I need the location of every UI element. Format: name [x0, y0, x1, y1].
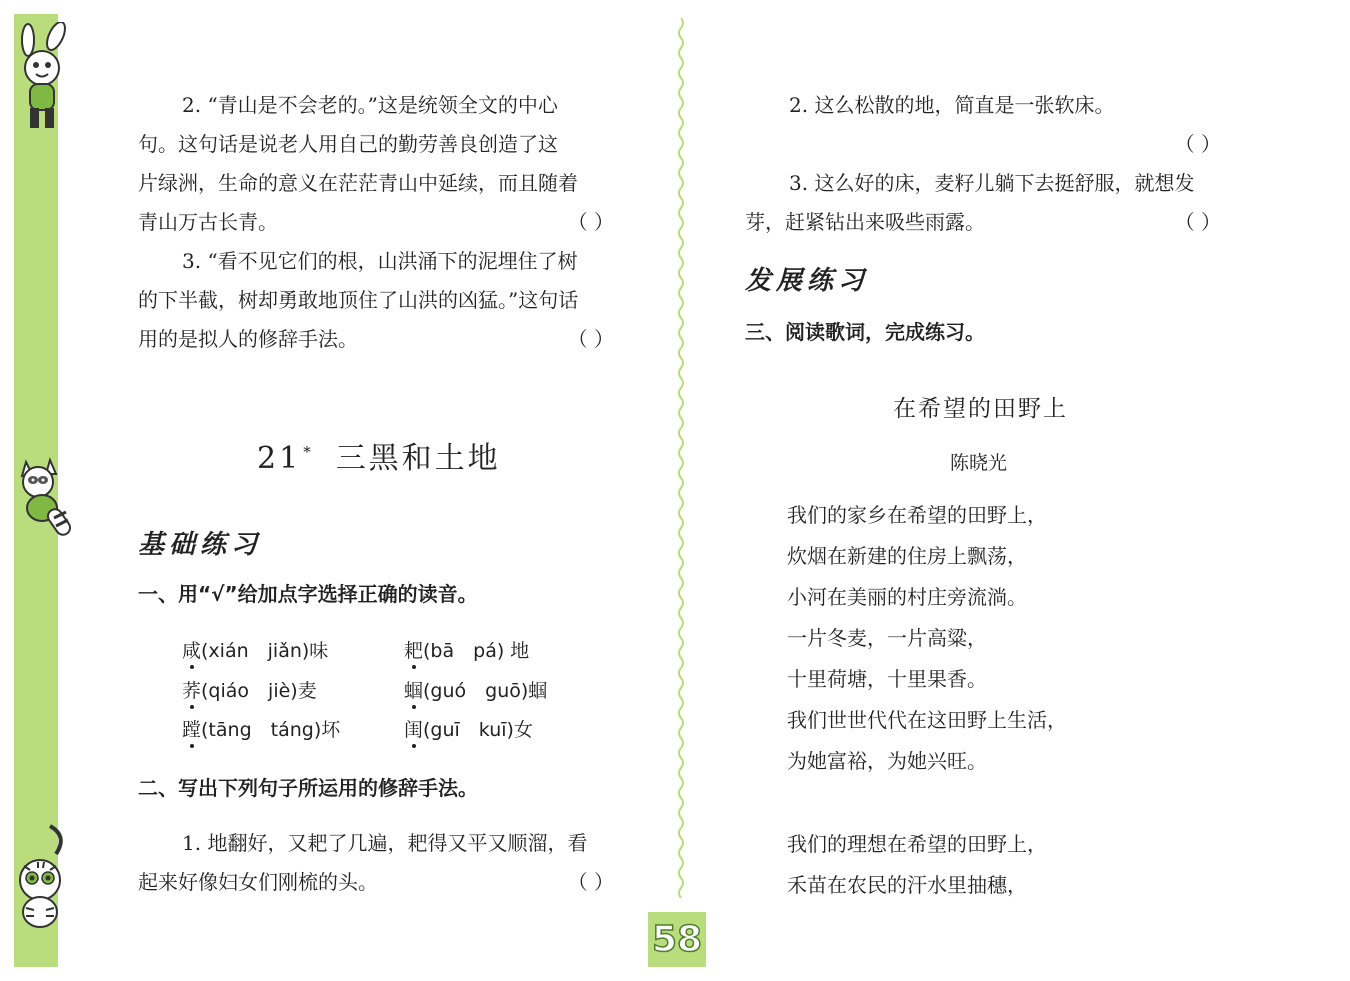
section-basic-heading: 基础练习: [138, 530, 263, 560]
answer-blank[interactable]: （ ）: [567, 870, 614, 894]
q3-line-3: 用的是拟人的修辞手法。 （ ）: [138, 320, 618, 359]
tiger-mascot-icon: [10, 822, 76, 934]
q2-heading: 二、写出下列句子所运用的修辞手法。: [138, 776, 478, 800]
section-dev-heading: 发展练习: [745, 266, 870, 296]
poem-line: 我们的理想在希望的田野上，: [787, 832, 1047, 856]
lesson-title: [257, 433, 501, 477]
rabbit-mascot-icon: [12, 22, 78, 134]
q2-1-line-2: 起来好像妇女们刚梳的头。 （ ）: [138, 863, 618, 902]
r3-line-1: 3. 这么好的床，麦籽儿躺下去挺舒服，就想发: [789, 171, 1195, 195]
q2-line-1: 2. “青山是不会老的。”这是统领全文的中心: [182, 93, 558, 117]
question-2-1: [138, 824, 618, 902]
q1-heading: 一、用“√”给加点字选择正确的读音。: [138, 582, 478, 606]
poem-author: 陈晓光: [950, 452, 1008, 474]
poem-line: 炊烟在新建的住房上飘荡，: [787, 544, 1027, 568]
page-number-badge: [648, 912, 706, 967]
lesson-star: *: [303, 443, 314, 461]
raccoon-mascot-icon: [12, 452, 78, 540]
lesson-number: 21: [257, 441, 302, 476]
page-number: 58: [651, 919, 703, 960]
pinyin-item: 咸(xián jiǎn)味: [182, 640, 329, 662]
q2-line-4: 青山万古长青。 （ ）: [138, 203, 618, 242]
q3-line-2: 的下半截，树却勇敢地顶住了山洪的凶猛。”这句话: [138, 288, 579, 312]
page-divider: [676, 18, 686, 898]
poem-line: 为她富裕，为她兴旺。: [787, 749, 987, 773]
pinyin-item: 荞(qiáo jiè)麦: [182, 680, 317, 702]
r2-line: 2. 这么松散的地，简直是一张软床。: [789, 93, 1115, 117]
q3-line-1: 3. “看不见它们的根，山洪涌下的泥埋住了树: [182, 249, 578, 273]
question-3: [138, 242, 618, 359]
q3-heading: 三、阅读歌词，完成练习。: [745, 320, 985, 344]
r3-line-2: 芽，赶紧钻出来吸些雨露。 （ ）: [745, 203, 1225, 242]
poem-line: 一片冬麦，一片高粱，: [787, 626, 987, 650]
answer-blank[interactable]: （ ）: [1174, 210, 1221, 234]
pinyin-item: 蹚(tāng táng)坏: [182, 719, 341, 741]
q2-1-line-1: 1. 地翻好，又耙了几遍，耙得又平又顺溜，看: [182, 831, 588, 855]
pinyin-item: 闺(guī kuī)女: [404, 719, 533, 741]
question-2: [138, 86, 618, 242]
pinyin-item: 耙(bā pá) 地: [404, 640, 530, 662]
left-page-upper: [138, 86, 618, 359]
right-page-upper: [745, 86, 1225, 242]
poem-line: 小河在美丽的村庄旁流淌。: [787, 585, 1027, 609]
answer-blank[interactable]: （ ）: [567, 210, 614, 234]
q2-line-3: 片绿洲，生命的意义在茫茫青山中延续，而且随着: [138, 171, 578, 195]
q2-line-2: 句。这句话是说老人用自己的勤劳善良创造了这: [138, 132, 558, 156]
poem-line: 我们世世代代在这田野上生活，: [787, 708, 1067, 732]
r2-blank-line: [745, 125, 1225, 164]
poem-line: 十里荷塘，十里果香。: [787, 667, 987, 691]
answer-blank[interactable]: （ ）: [567, 327, 614, 351]
pinyin-item: 蝈(guó guō)蝈: [404, 680, 548, 702]
poem-line: 我们的家乡在希望的田野上，: [787, 503, 1047, 527]
lesson-name: 三黑和土地: [335, 441, 501, 476]
poem-title: 在希望的田野上: [893, 396, 1068, 422]
poem-line: 禾苗在农民的汗水里抽穗，: [787, 873, 1027, 897]
answer-blank[interactable]: （ ）: [1174, 132, 1221, 156]
